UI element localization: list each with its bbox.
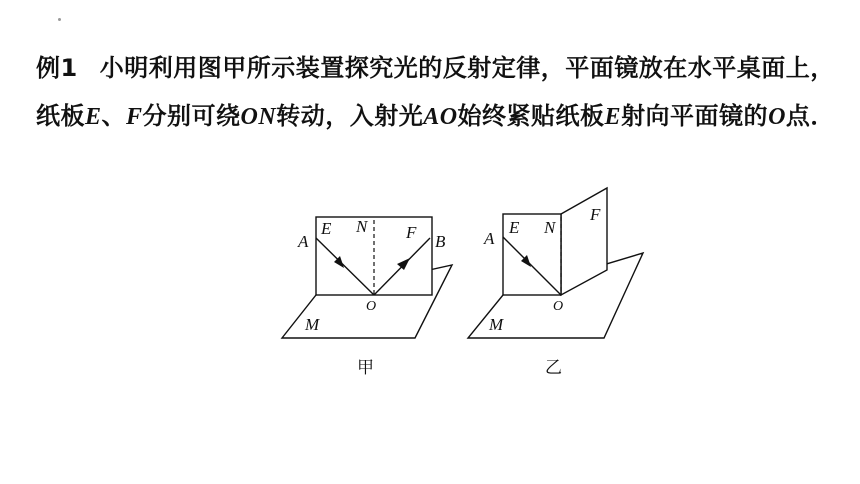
problem-text-segment: 转动，入射光 bbox=[276, 101, 424, 130]
problem-text-segment: 小明利用图甲所示装置探究光的反射定律，平面镜放在水平桌面上，纸板 bbox=[36, 53, 835, 130]
label-F: F bbox=[406, 223, 417, 242]
label-E: E bbox=[509, 218, 520, 237]
label-E: E bbox=[321, 219, 332, 238]
problem-text-segment: 始终紧贴纸板 bbox=[457, 101, 605, 130]
label-M: M bbox=[489, 315, 504, 334]
caption-jia: 甲 bbox=[357, 358, 374, 378]
variable-symbol: ON bbox=[240, 104, 277, 130]
problem-text-segment: 点． bbox=[785, 101, 835, 130]
variable-symbol: F bbox=[126, 104, 143, 130]
caption-yi: 乙 bbox=[545, 358, 562, 378]
variable-symbol: O bbox=[768, 104, 786, 130]
label-O: O bbox=[553, 299, 564, 314]
problem-number-label: 例1 bbox=[36, 54, 78, 82]
label-B: B bbox=[435, 232, 446, 251]
label-A: A bbox=[484, 229, 495, 248]
label-N: N bbox=[544, 218, 556, 237]
problem-text-segment: 分别可绕 bbox=[142, 101, 241, 130]
label-M: M bbox=[305, 315, 320, 334]
problem-text-segment: 射向平面镜的 bbox=[621, 101, 769, 130]
label-F: F bbox=[590, 205, 601, 224]
variable-symbol: E bbox=[85, 104, 102, 130]
label-N: N bbox=[356, 217, 368, 236]
variable-symbol: AO bbox=[423, 104, 458, 130]
variable-symbol: E bbox=[604, 104, 622, 130]
label-A: A bbox=[298, 232, 309, 251]
problem-text-segment: 、 bbox=[101, 101, 127, 130]
label-O: O bbox=[366, 299, 377, 314]
